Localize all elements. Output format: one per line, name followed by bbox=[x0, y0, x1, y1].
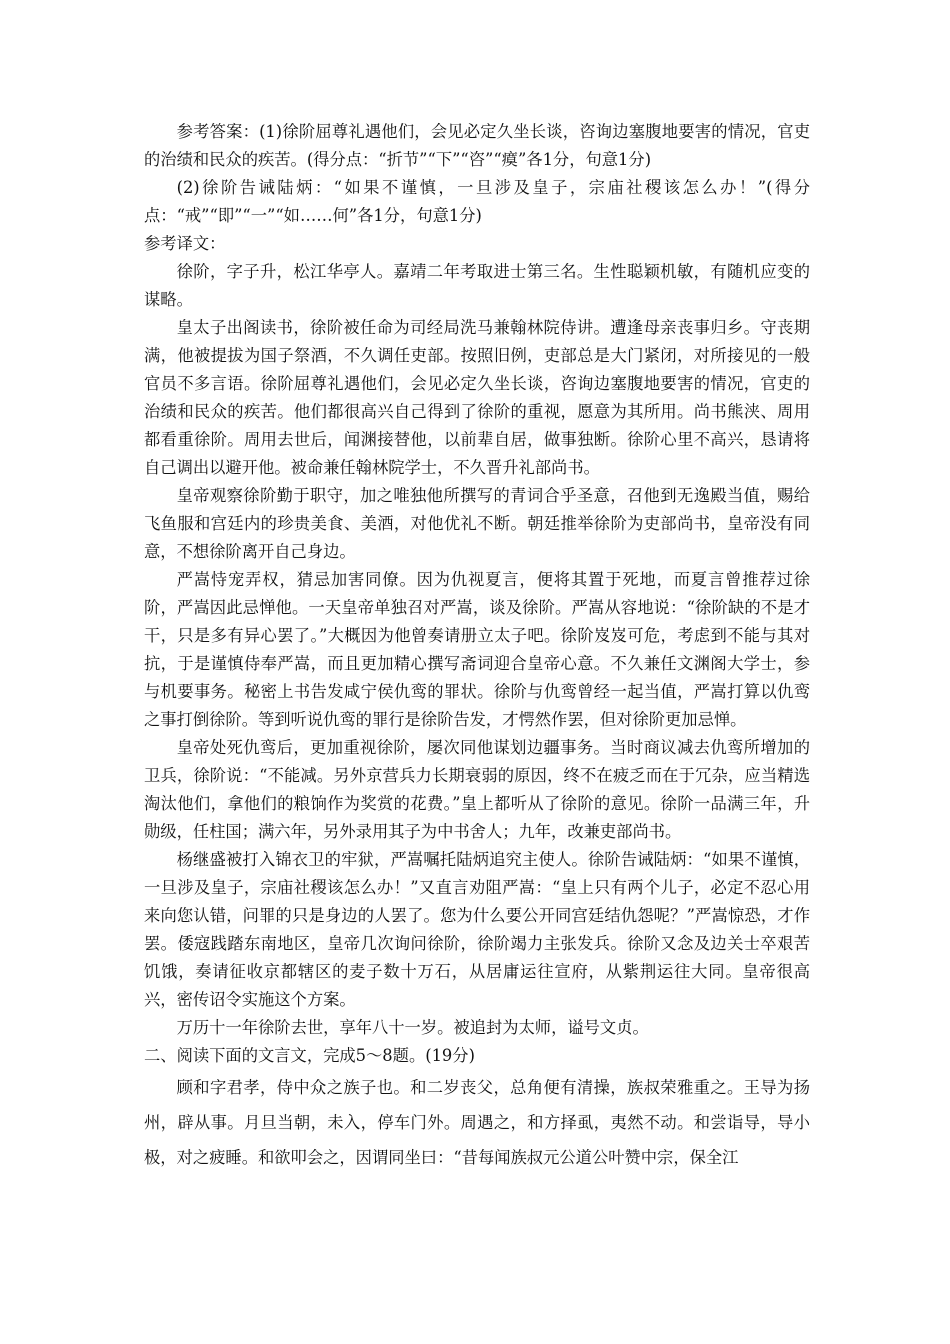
classical-text: 顾和字君孝，侍中众之族子也。和二岁丧父，总角便有清操，族叔荣雅重之。王导为扬州，辟从事。月旦当朝，未入，停车门外。周遇之，和方择虱，夷然不动。和尝诣导，导小极，对之疲睡。和欲叩会之，因谓同坐曰：“昔每闻族叔元公道公叶赞中宗，保全江 bbox=[144, 1078, 810, 1167]
translation-paragraph: 皇太子出阁读书，徐阶被任命为司经局洗马兼翰林院侍讲。遭逢母亲丧事归乡。守丧期满，他被提拔为国子祭酒，不久调任吏部。按照旧例，吏部总是大门紧闭，对所接见的一般官员不多言语。徐阶屈尊礼遇他们，会见必定久坐长谈，咨询边塞腹地要害的情况，官吏的治绩和民众的疾苦。他们都很高兴自己得到了徐阶的重视，愿意为其所用。尚书熊浃、周用都看重徐阶。周用去世后，闻渊接替他，以前辈自居，做事独断。徐阶心里不高兴，恳请将自己调出以避开他。被命兼任翰林院学士，不久晋升礼部尚书。 bbox=[144, 318, 810, 477]
translation-paragraph: 皇帝观察徐阶勤于职守，加之唯独他所撰写的青词合乎圣意，召他到无逸殿当值，赐给飞鱼服和宫廷内的珍贵美食、美酒，对他优礼不断。朝廷推举徐阶为吏部尚书，皇帝没有同意，不想徐阶离开自己身边。 bbox=[144, 486, 810, 561]
translation-paragraph: 皇帝处死仇鸾后，更加重视徐阶，屡次同他谋划边疆事务。当时商议减去仇鸾所增加的卫兵，徐阶说：“不能减。另外京营兵力长期衰弱的原因，终不在疲乏而在于冗杂，应当精选淘汰他们，拿他们的粮饷作为奖赏的花费。”皇上都听从了徐阶的意见。徐阶一品满三年，升勋级，任柱国；满六年，另外录用其子为中书舍人；九年，改兼吏部尚书。 bbox=[144, 738, 810, 841]
translation-paragraph: 徐阶，字子升，松江华亭人。嘉靖二年考取进士第三名。生性聪颖机敏，有随机应变的谋略。 bbox=[144, 262, 810, 309]
section-2-heading: 二、阅读下面的文言文，完成5～8题。(19分) bbox=[144, 1046, 475, 1065]
translation-heading: 参考译文： bbox=[144, 234, 226, 253]
answer-1: 参考答案：(1)徐阶屈尊礼遇他们，会见必定久坐长谈，咨询边塞腹地要害的情况，官吏的治绩和民众的疾苦。(得分点：“折节”“下”“咨”“瘼”各1分，句意1分) bbox=[144, 122, 810, 169]
translation-paragraph: 严嵩恃宠弄权，猜忌加害同僚。因为仇视夏言，便将其置于死地，而夏言曾推荐过徐阶，严嵩因此忌惮他。一天皇帝单独召对严嵩，谈及徐阶。严嵩从容地说：“徐阶缺的不是才干，只是多有异心罢了。”大概因为他曾奏请册立太子吧。徐阶岌岌可危，考虑到不能与其对抗，于是谨慎侍奉严嵩，而且更加精心撰写斋词迎合皇帝心意。不久兼任文渊阁大学士，参与机要事务。秘密上书告发咸宁侯仇鸾的罪状。徐阶与仇鸾曾经一起当值，严嵩打算以仇鸾之事打倒徐阶。等到听说仇鸾的罪行是徐阶告发，才愕然作罢，但对徐阶更加忌惮。 bbox=[144, 570, 810, 729]
answer-2: (2)徐阶告诫陆炳：“如果不谨慎，一旦涉及皇子，宗庙社稷该怎么办！”(得分点：“戒”“即”“一”“如……何”各1分，句意1分) bbox=[144, 178, 810, 225]
translation-paragraph: 万历十一年徐阶去世，享年八十一岁。被追封为太师，谥号文贞。 bbox=[176, 1018, 649, 1037]
document-body bbox=[144, 118, 810, 1175]
translation-paragraph: 杨继盛被打入锦衣卫的牢狱，严嵩嘱托陆炳追究主使人。徐阶告诫陆炳：“如果不谨慎，一旦涉及皇子，宗庙社稷该怎么办！”又直言劝阻严嵩：“皇上只有两个儿子，必定不忍心用来向您认错，问罪的只是身边的人罢了。您为什么要公开同宫廷结仇怨呢？”严嵩惊恐，才作罢。倭寇践踏东南地区，皇帝几次询问徐阶，徐阶竭力主张发兵。徐阶又念及边关士卒艰苦饥饿，奏请征收京都辖区的麦子数十万石，从居庸运往宣府，从紫荆运往大同。皇帝很高兴，密传诏令实施这个方案。 bbox=[144, 850, 810, 1009]
